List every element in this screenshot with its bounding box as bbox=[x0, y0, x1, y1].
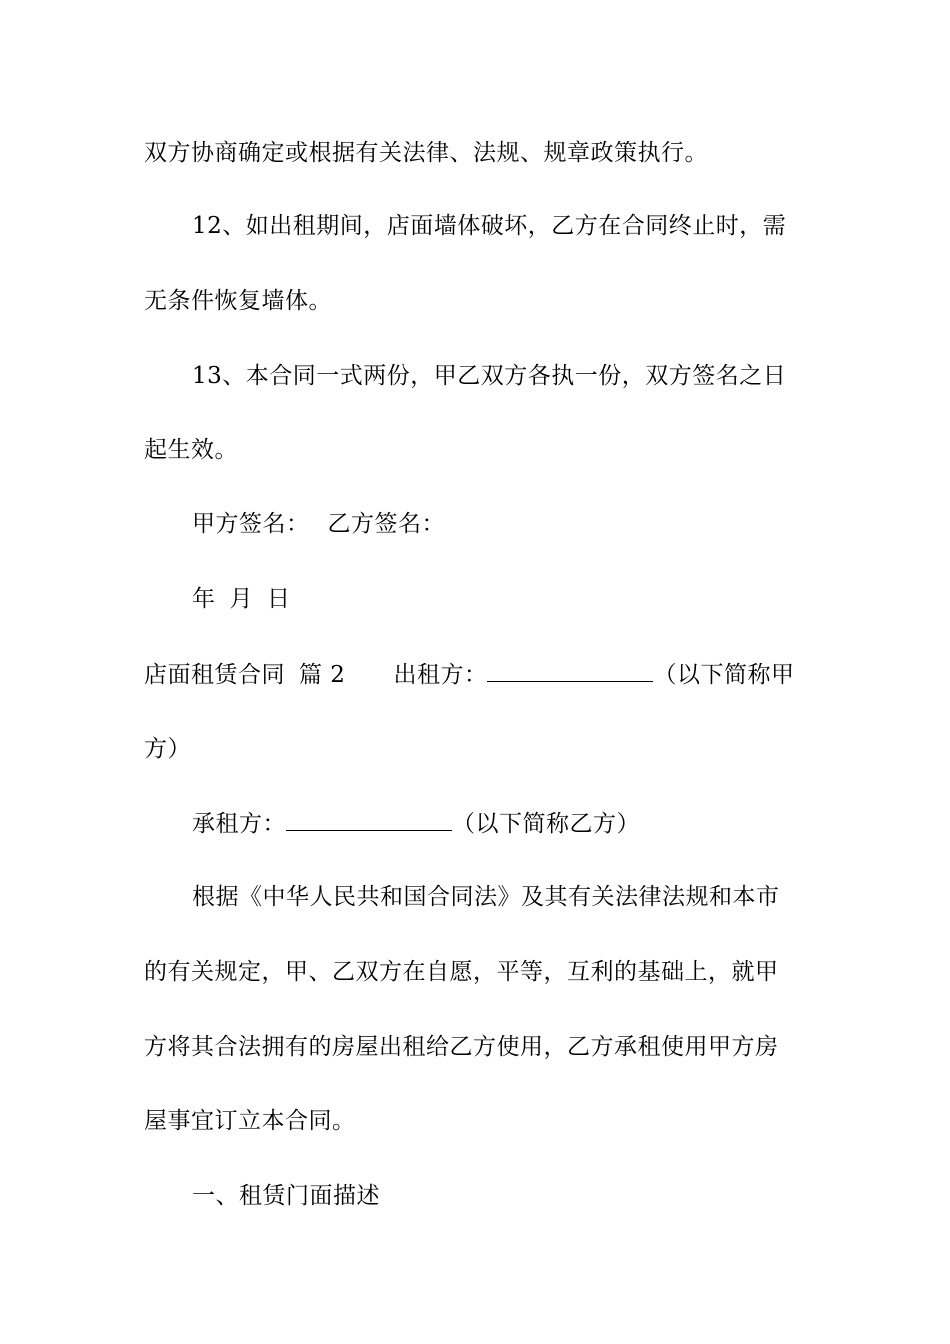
lessee-suffix: （以下简称乙方） bbox=[452, 811, 640, 837]
lessor-label: 出租方： bbox=[393, 662, 488, 688]
date-day-label: 日 bbox=[267, 586, 291, 612]
date-month-label: 月 bbox=[229, 586, 253, 612]
lessee-label: 承租方： bbox=[192, 811, 286, 837]
preamble-line-4: 屋事宜订立本合同。 bbox=[144, 1108, 356, 1134]
preamble-line-1: 根据《中华人民共和国合同法》及其有关法律法规和本市 bbox=[192, 884, 780, 910]
section-one-heading: 一、租赁门面描述 bbox=[192, 1183, 380, 1209]
clause-12-line-1: 12、如出租期间，店面墙体破坏，乙方在合同终止时，需 bbox=[192, 213, 787, 239]
signature-line bbox=[192, 509, 806, 539]
lessee-blank-field bbox=[286, 808, 452, 831]
lessee-line bbox=[192, 808, 806, 839]
section-heading-line bbox=[144, 659, 806, 690]
party-a-signature-label: 甲方签名： bbox=[192, 511, 310, 537]
lessor-suffix: （以下简称甲 bbox=[653, 662, 795, 688]
date-line bbox=[192, 584, 806, 614]
section-number: 篇 2 bbox=[299, 662, 346, 688]
preamble-line-3: 方将其合法拥有的房屋出租给乙方使用，乙方承租使用甲方房 bbox=[144, 1034, 779, 1060]
section-title: 店面租赁合同 bbox=[144, 662, 285, 688]
lessor-suffix-continued: 方） bbox=[144, 736, 191, 762]
paragraph-line: 双方协商确定或根据有关法律、法规、规章政策执行。 bbox=[144, 140, 708, 166]
date-year-label: 年 bbox=[192, 586, 216, 612]
clause-13-line-2: 起生效。 bbox=[144, 437, 238, 463]
clause-12-line-2: 无条件恢复墙体。 bbox=[144, 288, 332, 314]
lessor-blank-field bbox=[487, 659, 653, 682]
clause-13-line-1: 13、本合同一式两份，甲乙双方各执一份，双方签名之日 bbox=[192, 363, 787, 389]
party-b-signature-label: 乙方签名： bbox=[327, 511, 445, 537]
preamble-line-2: 的有关规定，甲、乙双方在自愿，平等，互利的基础上，就甲 bbox=[144, 959, 779, 985]
